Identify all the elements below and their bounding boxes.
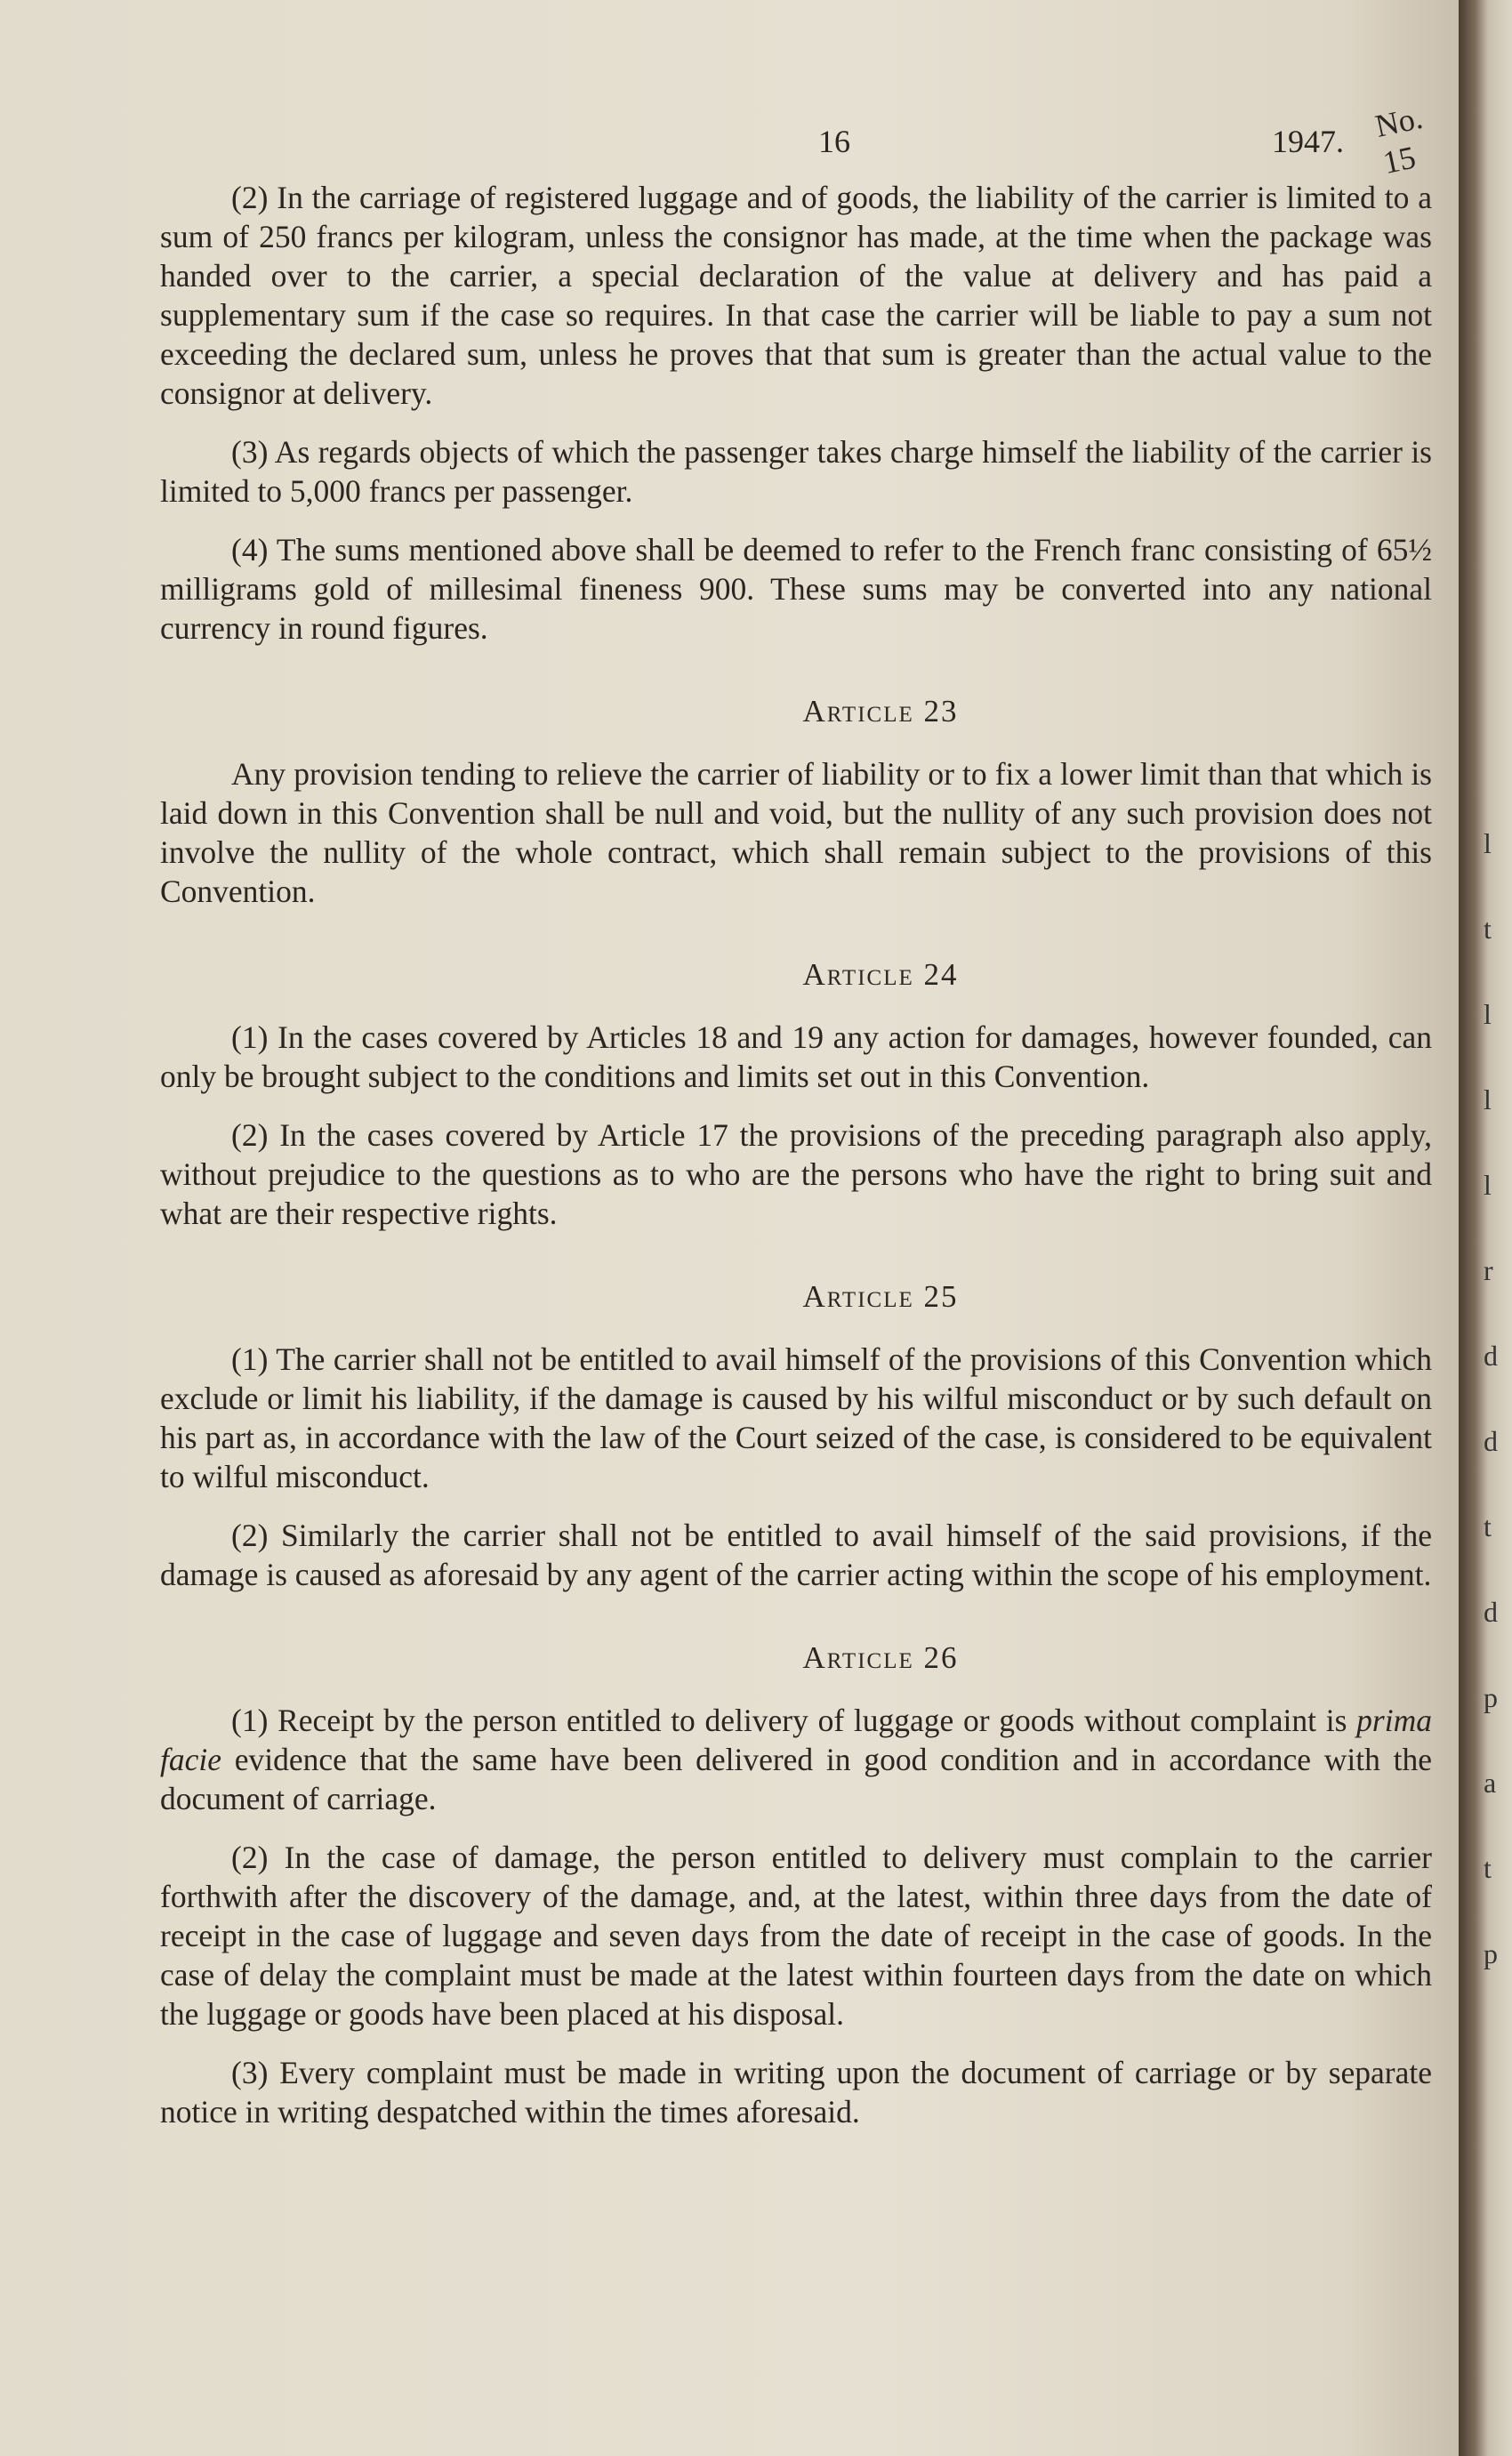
paragraph [160,1701,1432,1818]
paragraph: (2) In the cases covered by Article 17 the provisions of the preceding paragraph also apply, without prejudice to the questions as to who are the persons who have the right to bring suit and what are their respective rights. [160,1117,1432,1231]
text-run: evidence that the same have been delivered in good condition and in accordance with the document of carriage. [160,1742,1432,1816]
paragraph: (1) The carrier shall not be entitled to avail himself of the provisions of this Convention which exclude or limit his liability, if the damage is caused by his wilful misconduct or by such default on his part as, in accordance with the law of the Court seized of the case, is considered to be equivalent to wilful misconduct. [160,1341,1432,1494]
edge-char: p [1484,1681,1498,1713]
edge-char: t [1484,1510,1492,1542]
paragraph: Any provision tending to relieve the carrier of liability or to fix a lower limit than that which is laid down in this Convention shall be null and void, but the nullity of any such provision does not involve the nullity of the whole contract, which shall remain subject to the provisions of this Convention. [160,756,1432,909]
edge-char: d [1484,1340,1498,1372]
text-run: (1) Receipt by the person entitled to delivery of luggage or goods without complaint is [231,1703,1357,1738]
paragraph: (2) In the case of damage, the person entitled to delivery must complain to the carrier forthwith after the discovery of the damage, and, at the latest, within three days from the date of receipt in the case of luggage and seven days from the date of receipt in the case of goods. In the case of delay the complaint must be made at the latest within fourteen days from the date on which the luggage or goods have been placed at his disposal. [160,1840,1432,2032]
article-heading: Article 23 [802,694,959,729]
edge-char: t [1484,913,1492,945]
edge-char: l [1484,827,1492,859]
paragraph: (3) Every complaint must be made in writing upon the document of carriage or by separate notice in writing despatched within the times aforesaid. [160,2055,1432,2130]
edge-char: d [1484,1596,1498,1628]
edge-char: a [1484,1767,1497,1799]
paragraph: (3) As regards objects of which the passenger takes charge himself the liability of the carrier is limited to 5,000 francs per passenger. [160,434,1432,509]
paragraph: (2) Similarly the carrier shall not be entitled to avail himself of the said provisions, if the damage is caused as aforesaid by any agent of the carrier acting within the scope of his employment. [160,1518,1432,1592]
paragraph: (1) In the cases covered by Articles 18 and 19 any action for damages, however founded, can only be brought subject to the conditions and limits set out in this Convention. [160,1019,1432,1094]
paragraph: (4) The sums mentioned above shall be deemed to refer to the French franc consisting of 65½ milligrams gold of millesimal fineness 900. These sums may be converted into any national currency in round figures. [160,532,1432,646]
article-heading: Article 24 [802,957,959,992]
edge-char: l [1484,1083,1492,1115]
paragraph: (2) In the carriage of registered luggage and of goods, the liability of the carrier is limited to a sum of 250 francs per kilogram, unless the consignor has made, at the time when the package was handed over to the carrier, a special declaration of the value at delivery and has paid a supplementary sum if the case so requires. In that case the carrier will be liable to pay a sum not exceeding the declared sum, unless he proves that that sum is greater than the actual value to the consignor at delivery. [160,180,1432,411]
edge-char: p [1484,1937,1498,1969]
document-number: No. 15 [1371,99,1426,181]
page-year: 1947. [1272,124,1344,159]
edge-char: l [1484,998,1492,1030]
page-header [160,99,1426,181]
edge-char: d [1484,1425,1498,1457]
italic-text: prima facie [160,1703,1432,1777]
edge-char: t [1484,1852,1492,1884]
edge-char: l [1484,1169,1492,1201]
edge-char: r [1484,1254,1493,1286]
page-number: 16 [818,124,850,159]
article-heading: Article 25 [802,1279,959,1314]
article-heading: Article 26 [802,1640,959,1675]
body-text [160,178,1432,2131]
facing-page-edge [1484,801,1498,1996]
